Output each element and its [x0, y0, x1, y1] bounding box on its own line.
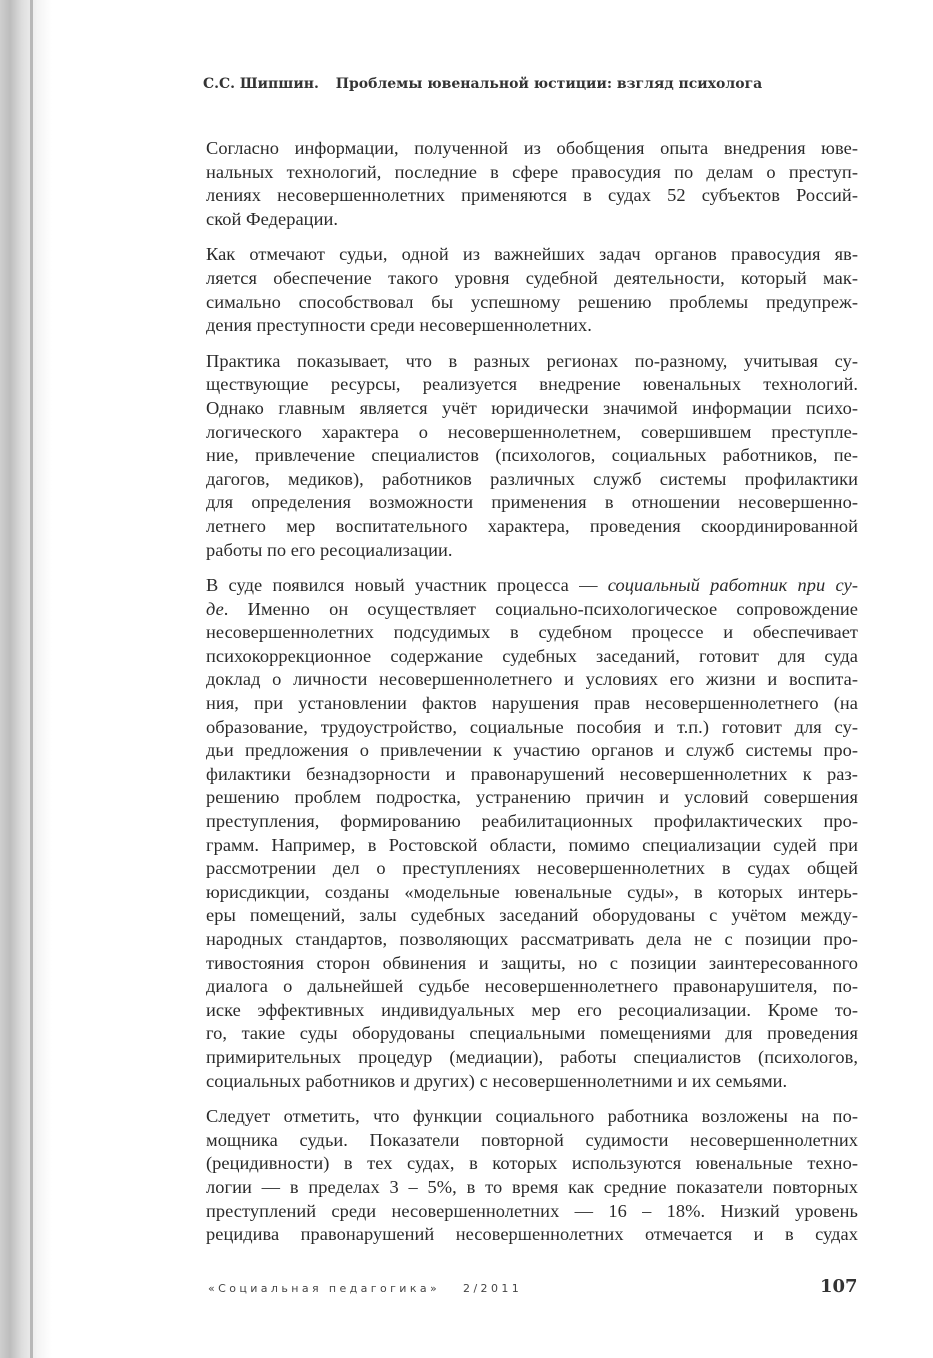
- text-line: народных стандартов, позволяющих рассматривать дела не с позиции про-: [206, 929, 858, 949]
- article-body: [206, 137, 858, 1259]
- running-head-author: С.С. Шипшин.: [203, 76, 319, 92]
- text-run: . Именно он осуществляет социально-психологическое сопровождение: [223, 598, 858, 619]
- emphasis-court: де: [206, 598, 224, 619]
- text-line: Однако главным является учёт юридически значимой информации психо-: [206, 397, 858, 418]
- binding-shadow: [0, 0, 52, 1358]
- text-line: го, такие суды оборудованы специальными помещениями для проведения: [206, 1023, 858, 1044]
- text-line: Согласно информации, полученной из обобщения опыта внедрения юве-: [206, 138, 858, 158]
- text-line: иске эффективных индивидуальных мер его ресоциализации. Кроме то-: [206, 999, 858, 1020]
- text-line: дьи предложения о привлечении к участию органов и служб системы про-: [206, 740, 858, 761]
- text-line: [206, 598, 858, 622]
- text-line: мощника судьи. Показатели повторной судимости несовершеннолетних: [206, 1129, 858, 1150]
- text-line: грамм. Например, в Ростовской области, помимо специализации судей при: [206, 834, 858, 855]
- paragraph-3: [206, 350, 858, 562]
- text-line: логии — в пределах 3 – 5%, в то время как средние показатели повторных: [206, 1176, 858, 1197]
- text-line: филактики безнадзорности и правонарушений несовершеннолетних к раз-: [206, 763, 858, 784]
- journal-issue: 2/2011: [463, 1282, 523, 1295]
- text-line: ществующие ресурсы, реализуется внедрение ювенальных технологий.: [206, 374, 858, 395]
- text-line: ской Федерации.: [206, 208, 338, 229]
- text-line: юрисдикции, созданы «модельные ювенальные суды», в которых интерь-: [206, 881, 858, 902]
- text-line: летнего мер воспитательного характера, проведения скоординированной: [206, 515, 858, 536]
- paragraph-2: [206, 243, 858, 337]
- text-line: преступления, формированию реабилитационных профилактических про-: [206, 811, 858, 832]
- journal-name: «Социальная педагогика»: [208, 1282, 441, 1295]
- text-line: дения преступности среди несовершеннолетних.: [206, 315, 592, 336]
- text-line: логического характера о несовершеннолетнем, совершившем преступле-: [206, 421, 858, 442]
- text-line: рецидива правонарушений несовершеннолетних отмечается и в судах: [206, 1224, 858, 1245]
- running-head-title: Проблемы ювенальной юстиции: взгляд психолога: [335, 76, 763, 92]
- text-line: Следует отметить, что функции социального работника возложены на по-: [206, 1106, 858, 1127]
- text-line: социальных работников и других) с несовершеннолетними и их семьями.: [206, 1070, 788, 1091]
- paragraph-4: [206, 574, 858, 1093]
- text-line: образование, трудоустройство, социальные пособия и т.п.) готовит для су-: [206, 716, 858, 737]
- text-line: ние, привлечение специалистов (психологов, социальных работников, пе-: [206, 445, 858, 466]
- text-line: Как отмечают судьи, одной из важнейших задач органов правосудия яв-: [206, 244, 858, 265]
- text-line: для определения возможности применения в отношении несовершенно-: [206, 492, 858, 513]
- binding-line: [30, 0, 33, 1358]
- text-line: решению проблем подростка, устранению причин и условий совершения: [206, 787, 858, 808]
- text-line: Практика показывает, что в разных регионах по-разному, учитывая су-: [206, 350, 858, 371]
- text-line: (рецидивности) в тех судах, в которых используются ювенальные техно-: [206, 1153, 858, 1174]
- text-line: преступлений среди несовершеннолетних — 16 – 18%. Низкий уровень: [206, 1200, 858, 1221]
- emphasis-social-worker: социальный работник при су-: [607, 575, 859, 596]
- paragraph-5: [206, 1105, 858, 1247]
- journal-footer: [208, 1282, 522, 1295]
- text-line: несовершеннолетних подсудимых в судебном процессе и обеспечивает: [206, 622, 858, 643]
- text-line: тивостояния сторон обвинения и защиты, но с позиции заинтересованного: [206, 952, 858, 973]
- text-line: работы по его ресоциализации.: [206, 539, 453, 560]
- text-line: лениях несовершеннолетних применяются в судах 52 субъектов Россий-: [206, 185, 858, 206]
- text-line: примирительных процедур (медиации), работы специалистов (психологов,: [206, 1046, 858, 1067]
- text-line: ляется обеспечение такого уровня судебной деятельности, который мак-: [206, 267, 858, 288]
- text-line: рассмотрении дел о преступлениях несовершеннолетних в судах общей: [206, 858, 858, 879]
- paragraph-1: [206, 137, 858, 231]
- text-line: психокоррекционное содержание судебных заседаний, готовит для суда: [206, 645, 858, 666]
- page-number: 107: [820, 1276, 858, 1297]
- text-line: дагогов, медиков), работников различных служб системы профилактики: [206, 468, 858, 489]
- text-line: нальных технологий, последние в сфере правосудия по делам о преступ-: [206, 161, 858, 182]
- text-line: [206, 574, 858, 598]
- text-line: симально способствовал бы успешному решению проблемы предупреж-: [206, 291, 858, 312]
- running-head: [203, 76, 762, 92]
- text-line: ния, при установлении фактов нарушения прав несовершеннолетнего (на: [206, 693, 858, 714]
- text-line: диалога о дальнейшей судьбе несовершеннолетнего правонарушителя, по-: [206, 976, 858, 997]
- text-run: В суде появился новый участник процесса —: [206, 575, 608, 596]
- text-line: еры помещений, залы судебных заседаний оборудованы с учётом между-: [206, 905, 858, 926]
- text-line: доклад о личности несовершеннолетнего и условиях его жизни и воспита-: [206, 669, 858, 690]
